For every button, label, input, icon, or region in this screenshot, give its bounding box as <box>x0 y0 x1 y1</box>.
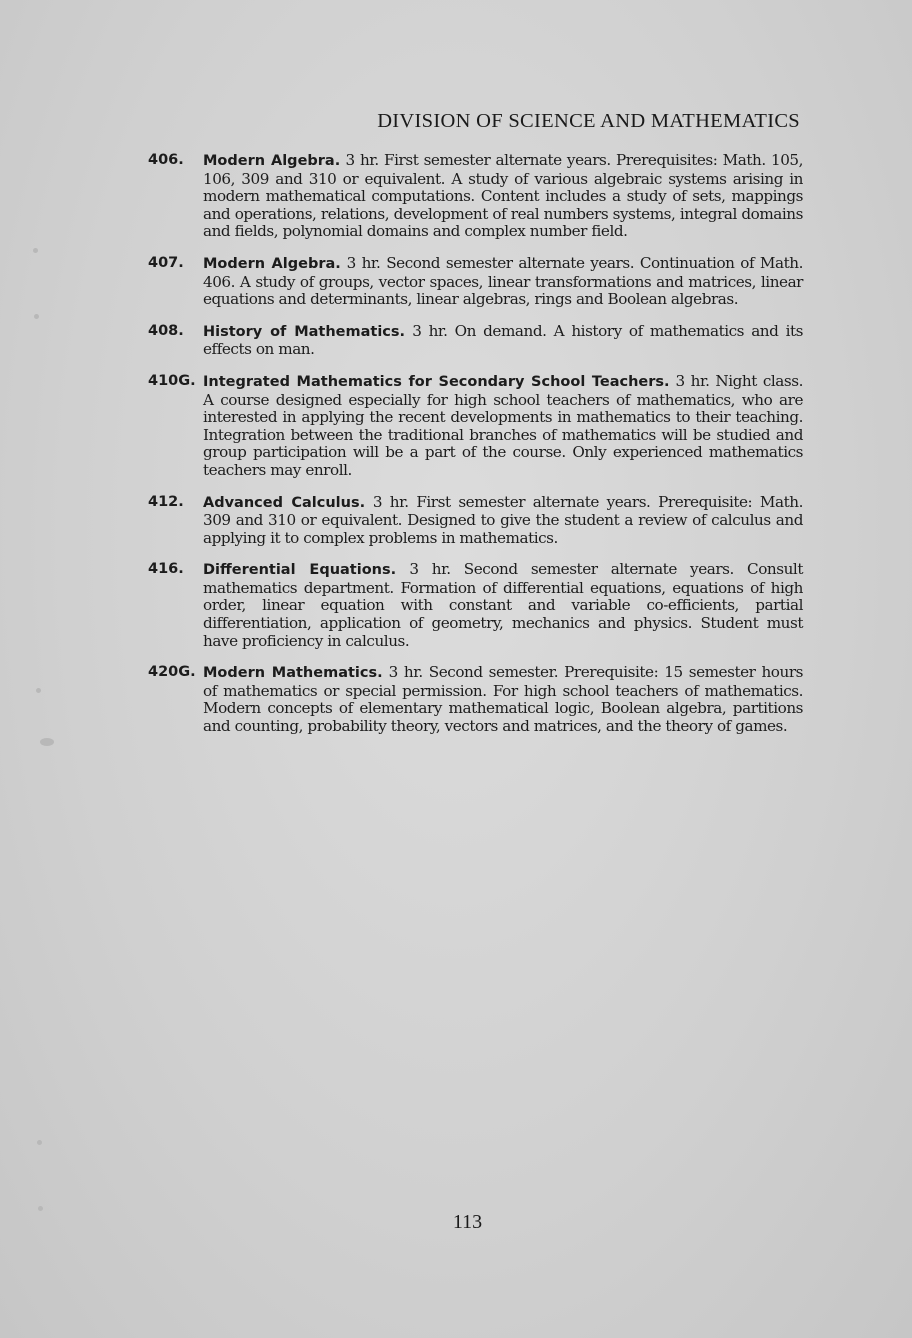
scan-speck <box>37 1140 42 1145</box>
course-entry-406 <box>0 152 912 241</box>
course-description: 3 hr. On demand. A history of mathematics and its effects on man. <box>203 321 803 359</box>
page-header: DIVISION OF SCIENCE AND MATHEMATICS <box>377 110 800 132</box>
course-body <box>203 152 803 241</box>
course-number: 407. <box>148 254 184 271</box>
course-entry-407 <box>0 255 912 309</box>
course-title: Modern Mathematics. <box>203 665 383 682</box>
course-body <box>203 323 803 359</box>
course-description: 3 hr. Night class. A course designed especially for high school teachers of mathematics, who are interested in applying the recent developments in mathematics to their teaching. Integration between the traditional branches of mathematics will be studied and group participation will be a part of the course. Only experienced mathematics teachers may enroll. <box>203 371 803 479</box>
course-entry-412 <box>0 494 912 548</box>
course-body <box>203 494 803 548</box>
course-title: Modern Algebra. <box>203 255 341 272</box>
course-number: 420G. <box>148 664 196 681</box>
course-entry-408 <box>0 323 912 359</box>
page-number: 113 <box>452 1211 483 1233</box>
course-title: Modern Algebra. <box>203 153 341 169</box>
course-number: 410G. <box>148 372 196 389</box>
course-entry-410g <box>0 373 912 480</box>
course-number: 406. <box>148 152 184 168</box>
course-entry-420g <box>0 664 912 735</box>
course-entry-416 <box>0 561 912 650</box>
course-title: Integrated Mathematics for Secondary School Teachers. <box>203 373 670 390</box>
course-body <box>203 561 803 650</box>
course-number: 412. <box>148 493 184 510</box>
course-list <box>0 152 912 750</box>
course-description: 3 hr. First semester alternate years. Prerequisites: Math. 105, 106, 309 and 310 or equivalent. A study of various algebraic systems arising in modern mathematical computations. Content includes a study of sets, mappings and operations, relations, development of real numbers systems, integral domains and fields, polynomial domains and complex number field. <box>203 151 803 241</box>
course-body <box>203 664 803 735</box>
course-description: 3 hr. Second semester alternate years. Continuation of Math. 406. A study of groups, vector spaces, linear transformations and matrices, linear equations and determinants, linear algebras, rings and Boolean algebras. <box>203 253 803 309</box>
course-description: 3 hr. Second semester. Prerequisite: 15 semester hours of mathematics or special permission. For high school teachers of mathematics. Modern concepts of elementary mathematical logic, Boolean algebra, partitions and counting, probability theory, vectors and matrices, and the theory of games. <box>203 663 803 736</box>
course-body <box>203 255 803 309</box>
course-description: 3 hr. First semester alternate years. Prerequisite: Math. 309 and 310 or equivalent. Designed to give the student a review of calculus and applying it to complex problems in mathematics. <box>203 492 803 547</box>
course-title: Differential Equations. <box>203 562 397 579</box>
course-number: 416. <box>148 561 184 578</box>
course-title: Advanced Calculus. <box>203 494 366 511</box>
course-description: 3 hr. Second semester alternate years. Consult mathematics department. Formation of differential equations, equations of high order, linear equation with constant and variable co-efficients, partial differentiation, application of geometry, mechanics and physics. Student must have proficiency in calculus. <box>203 560 803 650</box>
course-body <box>203 373 803 480</box>
course-title: History of Mathematics. <box>203 323 406 340</box>
course-number: 408. <box>148 322 184 339</box>
